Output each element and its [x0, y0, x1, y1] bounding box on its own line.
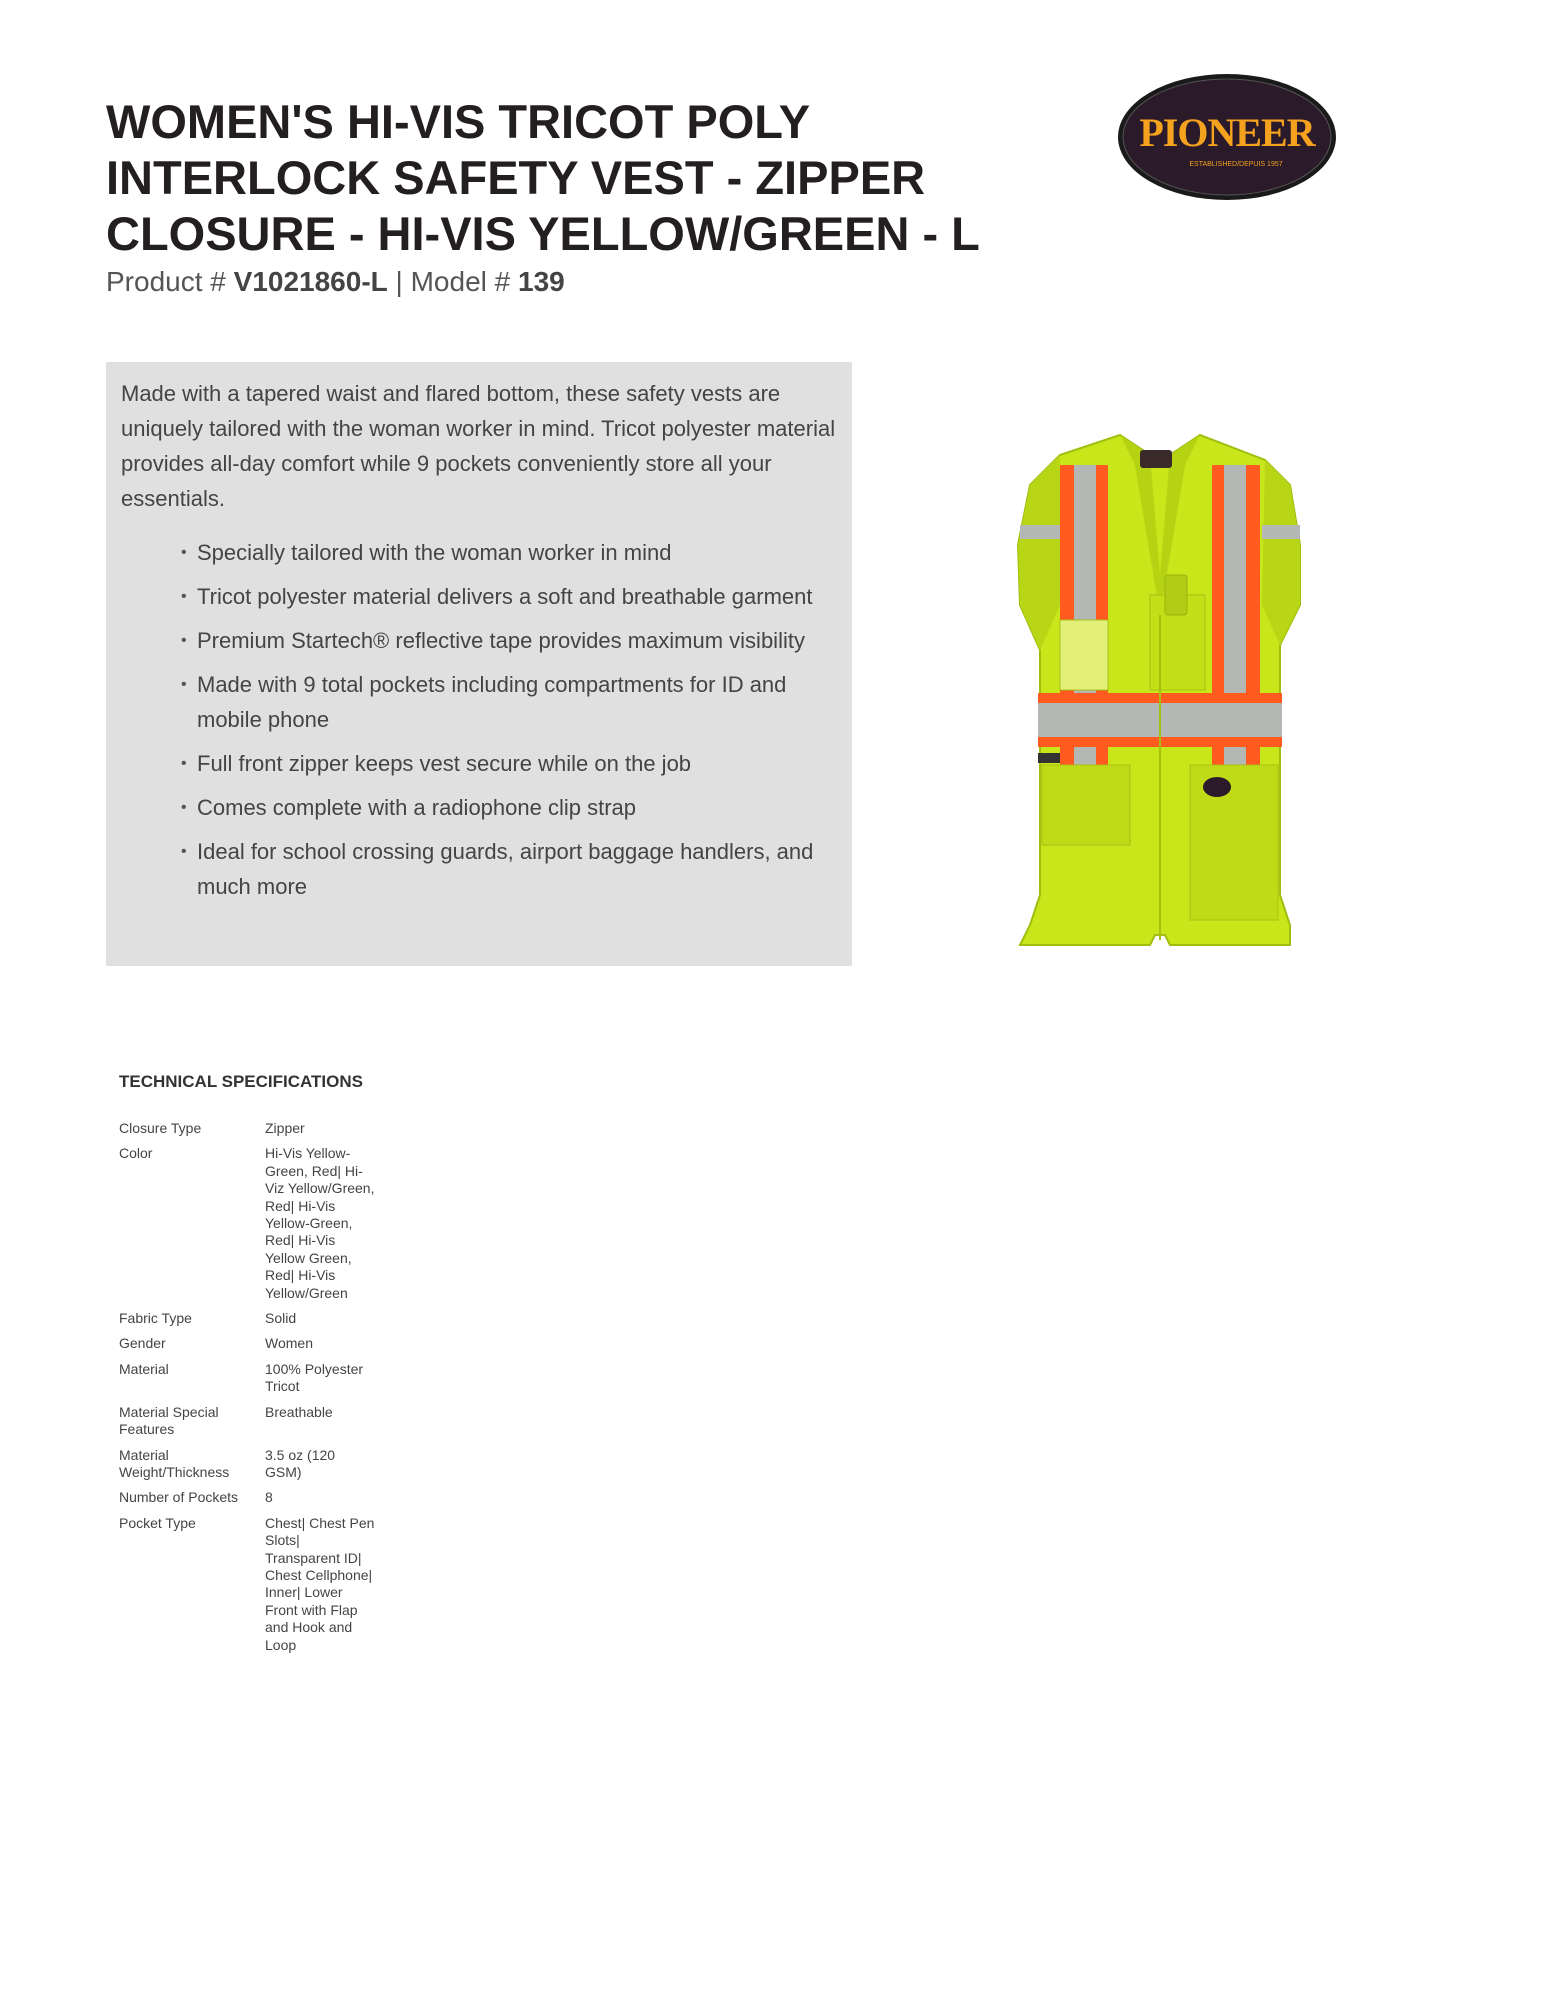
model-number: 139: [518, 266, 565, 297]
spec-label: Number of Pockets: [119, 1489, 239, 1506]
specs-title: TECHNICAL SPECIFICATIONS: [119, 1072, 363, 1091]
logo-brand: PIONEER: [1139, 110, 1315, 155]
list-item: • Full front zipper keeps vest secure while on the job: [181, 746, 837, 781]
list-item: • Specially tailored with the woman worker in mind: [181, 535, 837, 570]
logo-tagline: ESTABLISHED/DEPUIS 1957: [1189, 161, 1283, 168]
list-item: • Premium Startech® reflective tape provides maximum visibility: [181, 623, 837, 658]
page-title: WOMEN'S HI-VIS TRICOT POLY INTERLOCK SAFETY VEST - ZIPPER CLOSURE - HI-VIS YELLOW/GREEN - L: [106, 95, 980, 260]
table-row: [119, 1361, 399, 1396]
pioneer-logo: [1116, 72, 1338, 202]
spec-label: Material Weight/Thickness: [119, 1446, 230, 1480]
spec-value: 8: [265, 1489, 273, 1506]
spec-label: Closure Type: [119, 1120, 202, 1136]
product-number: V1021860-L: [233, 266, 388, 297]
spec-value: Zipper: [265, 1120, 305, 1136]
safety-vest-image: [1000, 425, 1320, 965]
spec-label: Pocket Type: [119, 1514, 196, 1531]
feature-list: [121, 535, 838, 904]
table-row: [119, 1335, 399, 1352]
list-item: • Comes complete with a radiophone clip strap: [181, 790, 837, 825]
separator: |: [387, 266, 411, 297]
spec-value: Hi-Vis Yellow-Green, Red| Hi-Viz Yellow/Green, Red| Hi-Vis Yellow-Green, Red| Hi-Vis Yellow Green, Red| Hi-Vis Yellow/Green: [265, 1145, 375, 1301]
list-item: • Ideal for school crossing guards, airport baggage handlers, and much more: [181, 834, 837, 904]
list-item: • Made with 9 total pockets including compartments for ID and mobile phone: [181, 667, 837, 737]
spec-value: Breathable: [265, 1403, 333, 1420]
model-label: Model #: [410, 266, 518, 297]
spec-label: Color: [119, 1145, 153, 1162]
table-row: [119, 1515, 399, 1654]
description-intro: Made with a tapered waist and flared bottom, these safety vests are uniquely tailored with the woman worker in mind. Tricot polyester material provides all-day comfort while 9 pockets conveniently store all your essentials.: [121, 381, 836, 511]
spec-value: 3.5 oz (120 GSM): [265, 1446, 336, 1480]
table-row: [119, 1310, 399, 1327]
table-row: [119, 1447, 399, 1482]
spec-value: Chest| Chest Pen Slots| Transparent ID| Chest Cellphone| Inner| Lower Front with Flap and Hook and Loop: [265, 1514, 375, 1653]
spec-label: Fabric Type: [119, 1310, 192, 1327]
specs-table: [119, 1120, 399, 1662]
spec-value: 100% Polyester Tricot: [265, 1360, 364, 1395]
spec-label: Gender: [119, 1335, 166, 1352]
table-row: [119, 1404, 399, 1439]
table-row: [119, 1145, 399, 1302]
table-row: [119, 1489, 399, 1506]
spec-label: Material Special Features: [119, 1403, 219, 1438]
spec-value: Women: [265, 1335, 313, 1352]
product-label: Product #: [106, 266, 234, 297]
table-row: [119, 1120, 399, 1137]
list-item: • Tricot polyester material delivers a soft and breathable garment: [181, 579, 837, 614]
product-identifiers: [106, 264, 1006, 300]
description-box: [106, 362, 852, 966]
spec-value: Solid: [265, 1310, 297, 1327]
spec-label: Material: [119, 1360, 169, 1377]
